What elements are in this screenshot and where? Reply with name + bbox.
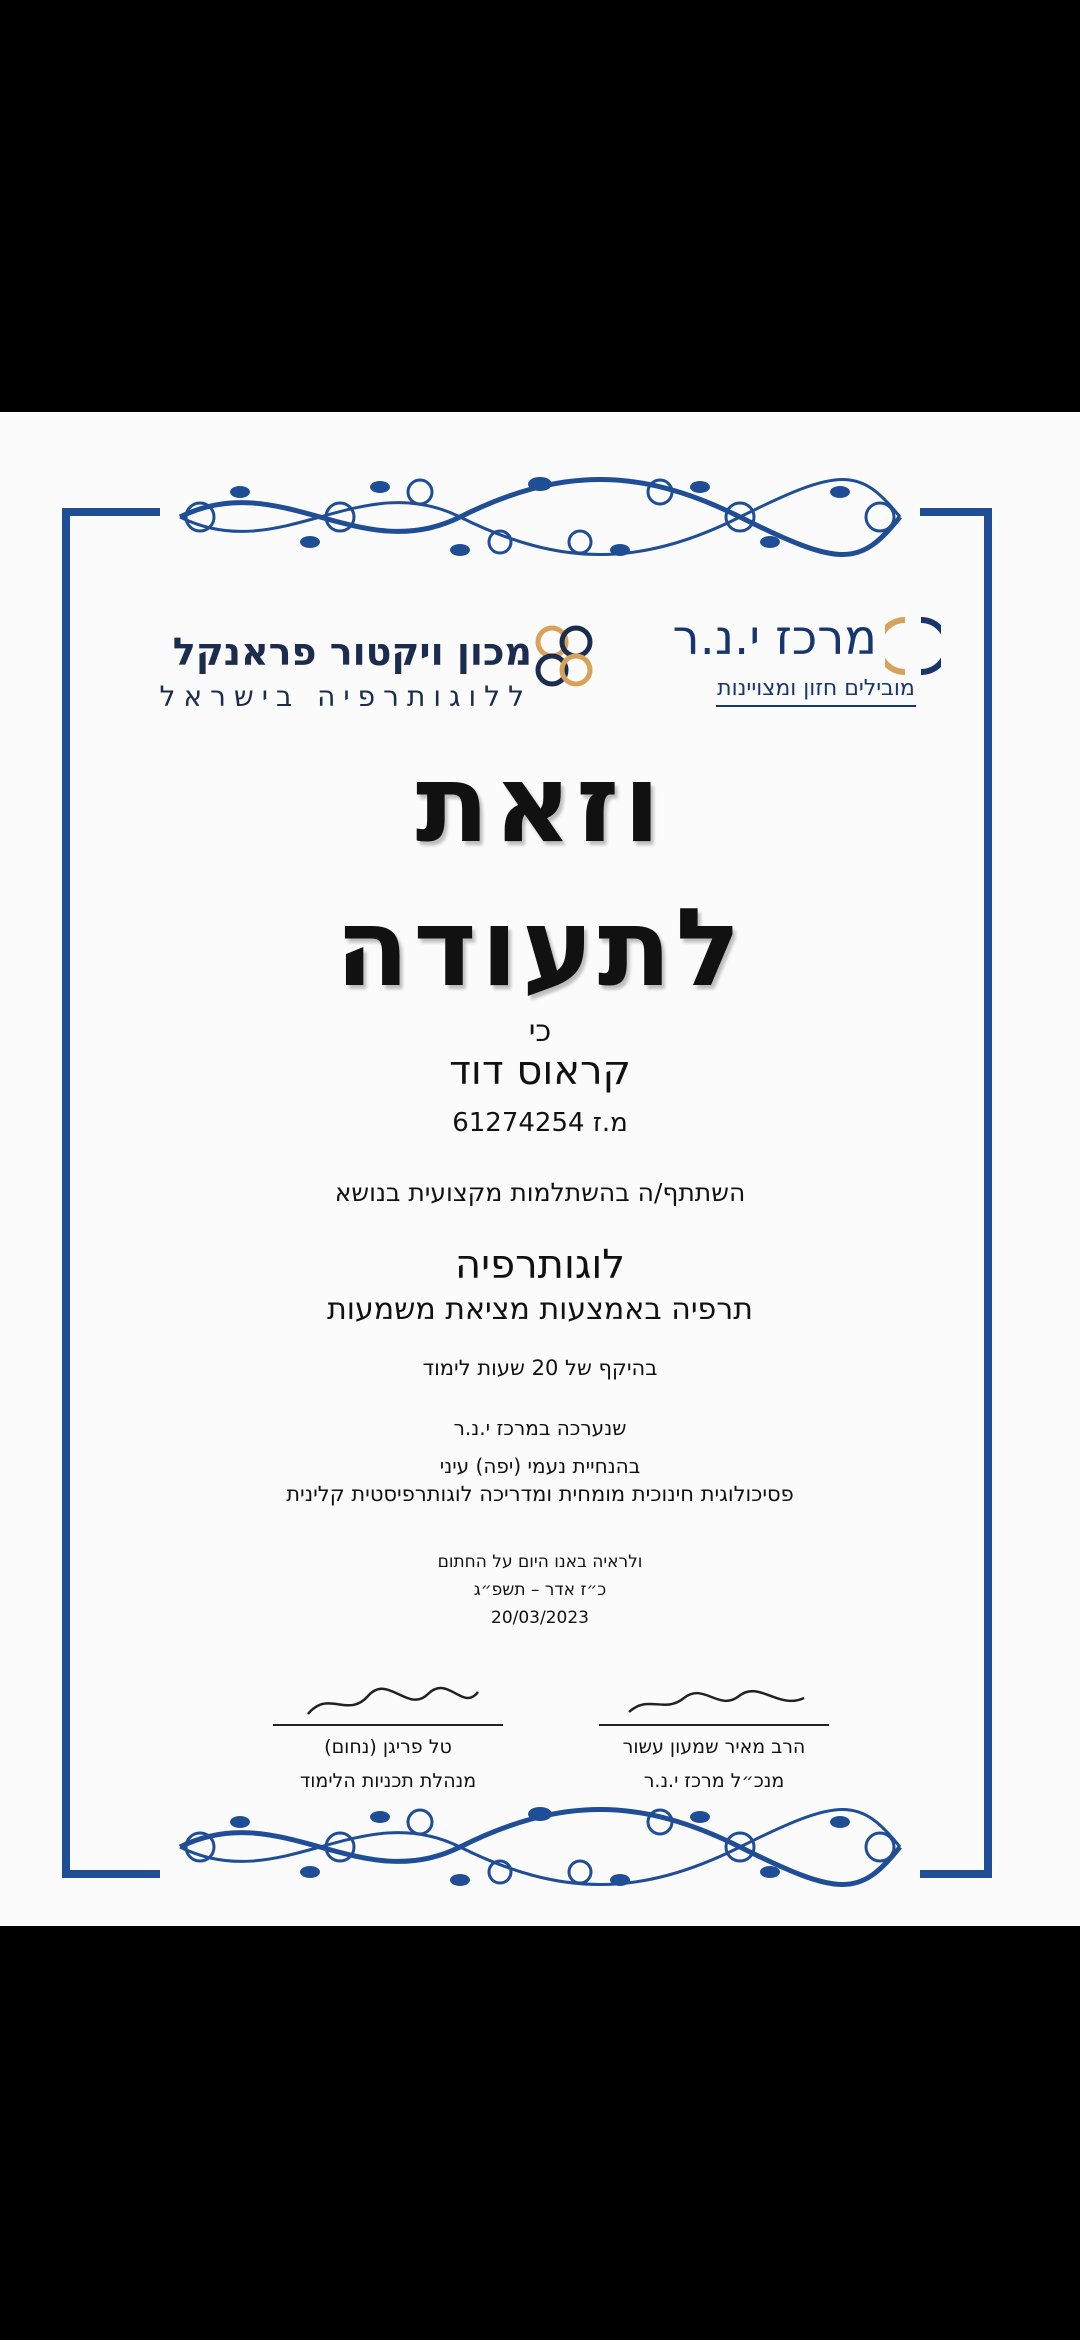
signer-name-left: טל פריגן (נחום): [324, 1736, 452, 1758]
course-subtitle: תרפיה באמצעות מציאת משמעות: [327, 1292, 753, 1327]
course-subject: לוגותרפיה: [455, 1242, 625, 1288]
certificate-paper: [0, 412, 1080, 1926]
top-floral-ornament: [160, 462, 920, 572]
signature-line-right: [599, 1724, 829, 1726]
parentheses-icon: [885, 616, 941, 676]
handwritten-signature-right: [614, 1684, 814, 1724]
sealed-text: ולראיה באנו היום על החתום: [437, 1552, 643, 1572]
frankl-institute-logo: [142, 622, 532, 722]
recipient-name: קראוס דוד: [449, 1048, 631, 1094]
gregorian-date: 20/03/2023: [491, 1608, 589, 1628]
signer-role-right: מנכ״ל מרכז י.נ.ר: [643, 1770, 785, 1792]
yanar-logo-name: מרכז י.נ.ר: [672, 610, 877, 666]
signature-block-right: [584, 1684, 844, 1792]
yanar-center-logo: [672, 608, 941, 718]
recipient-id: מ.ז 61274254: [452, 1108, 628, 1138]
signature-block-left: [258, 1684, 518, 1792]
yanar-logo-sub: מובילים חזון ומצויינות: [716, 676, 916, 707]
ki-word: כי: [528, 1014, 552, 1049]
signer-role-left: מנהלת תכניות הלימוד: [299, 1770, 477, 1792]
handwritten-signature-left: [288, 1684, 488, 1724]
clover-icon: [534, 622, 594, 692]
bottom-floral-ornament: [160, 1792, 920, 1902]
guide-profession: פסיכולוגית חינוכית מומחית ומדריכה לוגותרפיסטית קלינית: [286, 1482, 794, 1506]
participation-text: השתתף/ה בהשתלמות מקצועית בנושא: [334, 1178, 746, 1207]
signature-line-left: [273, 1724, 503, 1726]
frankl-logo-name: מכון ויקטור פראנקל: [172, 630, 532, 674]
guided-by: בהנחיית נעמי (יפה) עיני: [439, 1454, 641, 1478]
frankl-logo-sub: ללוגותרפיה בישראל: [159, 680, 532, 713]
certificate-title-line2: לתעודה: [335, 886, 745, 1011]
certificate-title-line1: וזאת: [415, 742, 665, 867]
signer-name-right: הרב מאיר שמעון עשור: [622, 1736, 806, 1758]
hebrew-date: כ״ז אדר – תשפ״ג: [473, 1580, 607, 1600]
held-at: שנערכה במרכז י.נ.ר: [453, 1416, 627, 1440]
course-hours: בהיקף של 20 שעות לימוד: [422, 1356, 658, 1380]
